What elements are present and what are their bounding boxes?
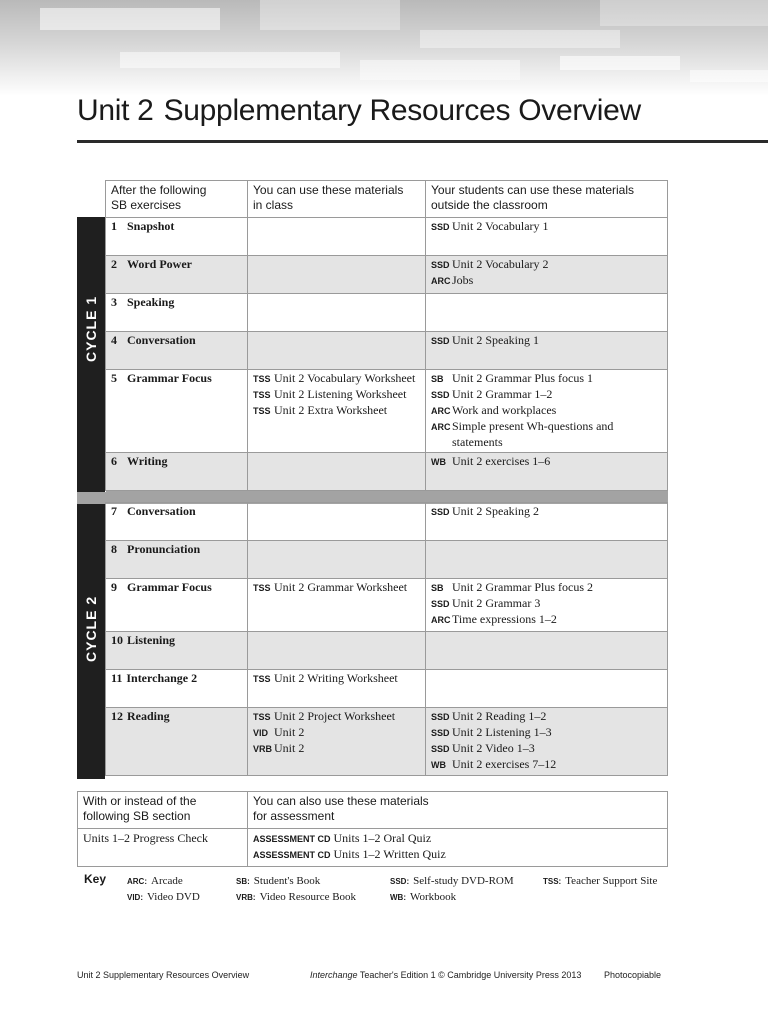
resource-entry: WB Unit 2 exercises 7–12 <box>431 757 557 771</box>
in-class-cell <box>248 541 426 579</box>
key-entry: WB: Workbook <box>390 891 457 903</box>
resource-entry: SSD Unit 2 Grammar 3 <box>431 596 541 610</box>
resource-entry: TSS Unit 2 Vocabulary Worksheet <box>253 371 416 385</box>
resource-entry: ARC Simple present Wh-questions and statements <box>431 419 614 449</box>
assessment-header-right: You can also use these materials for assessment <box>248 792 668 829</box>
resource-entry: ARC Work and workplaces <box>431 403 557 417</box>
resource-entry: VID Unit 2 <box>253 725 305 739</box>
section-cell: 7 Conversation <box>106 503 248 541</box>
footer-left: Unit 2 Supplementary Resources Overview <box>77 970 250 980</box>
resource-entry: TSS Unit 2 Project Worksheet <box>253 709 396 723</box>
section-cell: 8 Pronunciation <box>106 541 248 579</box>
outside-cell <box>426 708 668 776</box>
key-entry: TSS: Teacher Support Site <box>543 875 658 887</box>
resource-entry: TSS Unit 2 Listening Worksheet <box>253 387 407 401</box>
footer-credit-text: Teacher's Edition 1 © Cambridge University Press 2013 <box>359 970 582 980</box>
assessment-header-left: With or instead of the following SB section <box>78 792 248 829</box>
in-class-cell <box>248 453 426 491</box>
resource-entry: WB Unit 2 exercises 1–6 <box>431 454 551 468</box>
col-header-sb: After the following SB exercises <box>106 181 248 218</box>
table-row <box>106 332 668 370</box>
section-cell: 10 Listening <box>106 632 248 670</box>
cycle-1-label <box>77 340 105 360</box>
table-row <box>106 708 668 776</box>
footer-credit <box>310 970 581 980</box>
assessment-table <box>77 791 668 867</box>
table-row <box>106 453 668 491</box>
col-header-in-class: You can use these materials in class <box>248 181 426 218</box>
in-class-cell <box>248 256 426 294</box>
resource-entry: SB Unit 2 Grammar Plus focus 2 <box>431 580 593 594</box>
resource-entry: ARC Time expressions 1–2 <box>431 612 557 626</box>
outside-cell <box>426 294 668 332</box>
resource-entry: SSD Unit 2 Video 1–3 <box>431 741 535 755</box>
in-class-cell <box>248 332 426 370</box>
section-cell: 9 Grammar Focus <box>106 579 248 632</box>
outside-cell <box>426 632 668 670</box>
section-cell: 2 Word Power <box>106 256 248 294</box>
section-cell: 5 Grammar Focus <box>106 370 248 453</box>
in-class-cell <box>248 218 426 256</box>
resource-entry: SSD Unit 2 Reading 1–2 <box>431 709 547 723</box>
title-text: Supplementary Resources Overview <box>163 94 641 127</box>
footer-note: Photocopiable <box>604 970 662 980</box>
assessment-entry: ASSESSMENT CD Units 1–2 Written Quiz <box>253 847 446 861</box>
outside-cell <box>426 332 668 370</box>
resource-entry: SSD Unit 2 Speaking 2 <box>431 504 539 518</box>
assessment-items <box>248 829 668 867</box>
table-row <box>106 670 668 708</box>
section-cell: 1 Snapshot <box>106 218 248 256</box>
key-entry: VRB: Video Resource Book <box>236 891 357 903</box>
resource-entry: ARC Jobs <box>431 273 474 287</box>
in-class-cell <box>248 370 426 453</box>
section-cell: 11 Interchange 2 <box>106 670 248 708</box>
resource-entry: SB Unit 2 Grammar Plus focus 1 <box>431 371 593 385</box>
table-header-row <box>106 181 668 218</box>
outside-cell <box>426 541 668 579</box>
resource-entry: VRB Unit 2 <box>253 741 305 755</box>
outside-cell <box>426 218 668 256</box>
assessment-entry: ASSESSMENT CD Units 1–2 Oral Quiz <box>253 831 432 845</box>
key-title: Key <box>84 872 107 886</box>
in-class-cell <box>248 708 426 776</box>
section-cell: 6 Writing <box>106 453 248 491</box>
outside-cell <box>426 256 668 294</box>
key-entry: ARC: Arcade <box>127 875 183 887</box>
table-row <box>106 579 668 632</box>
key-entry: SB: Student's Book <box>236 875 321 887</box>
resource-entry: SSD Unit 2 Grammar 1–2 <box>431 387 553 401</box>
key-entry: SSD: Self-study DVD-ROM <box>390 875 514 887</box>
section-cell: 3 Speaking <box>106 294 248 332</box>
in-class-cell <box>248 579 426 632</box>
header-banner <box>0 0 768 96</box>
resource-entry: SSD Unit 2 Vocabulary 1 <box>431 219 549 233</box>
in-class-cell <box>248 503 426 541</box>
title-unit: Unit 2 <box>77 94 154 127</box>
table-row <box>106 256 668 294</box>
assessment-header-row <box>78 792 668 829</box>
in-class-cell <box>248 632 426 670</box>
outside-cell <box>426 579 668 632</box>
footer-series: Interchange <box>310 970 358 980</box>
key-entry: VID: Video DVD <box>127 891 200 903</box>
col-header-outside: Your students can use these materials outside the classroom <box>426 181 668 218</box>
table-row <box>106 218 668 256</box>
table-row <box>106 632 668 670</box>
assessment-section: Units 1–2 Progress Check <box>78 829 248 867</box>
in-class-cell <box>248 294 426 332</box>
resources-table <box>105 180 668 776</box>
title-rule <box>77 140 768 143</box>
page-title <box>77 94 641 128</box>
table-row <box>106 294 668 332</box>
cycle-2-label <box>77 640 105 660</box>
resource-entry: TSS Unit 2 Grammar Worksheet <box>253 580 408 594</box>
resource-entry: SSD Unit 2 Speaking 1 <box>431 333 539 347</box>
section-cell: 12 Reading <box>106 708 248 776</box>
table-row <box>106 503 668 541</box>
resource-entry: TSS Unit 2 Extra Worksheet <box>253 403 388 417</box>
outside-cell <box>426 453 668 491</box>
resource-entry: SSD Unit 2 Listening 1–3 <box>431 725 552 739</box>
resource-entry: SSD Unit 2 Vocabulary 2 <box>431 257 549 271</box>
outside-cell <box>426 503 668 541</box>
assessment-row <box>78 829 668 867</box>
cycle-spacer-row <box>106 491 668 503</box>
outside-cell <box>426 670 668 708</box>
resource-entry: TSS Unit 2 Writing Worksheet <box>253 671 398 685</box>
outside-cell <box>426 370 668 453</box>
section-cell: 4 Conversation <box>106 332 248 370</box>
table-row <box>106 370 668 453</box>
table-row <box>106 541 668 579</box>
in-class-cell <box>248 670 426 708</box>
